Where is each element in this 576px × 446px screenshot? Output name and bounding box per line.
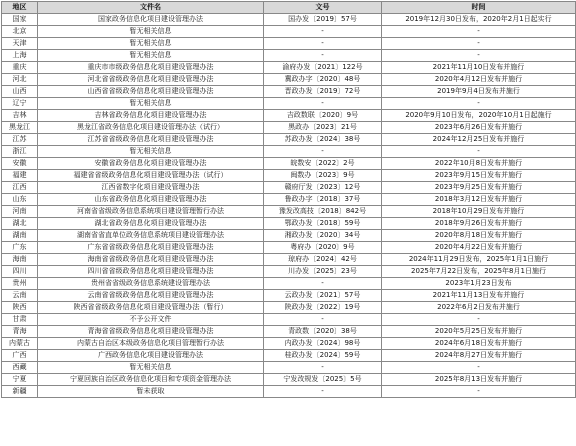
cell-time: 2023年6月26日发布并施行	[382, 122, 576, 134]
table-row	[2, 254, 576, 266]
cell-document-number: 鲁政办字〔2018〕37号	[264, 194, 382, 206]
cell-region: 江西	[2, 182, 38, 194]
cell-document-number: 晋政办发〔2019〕72号	[264, 86, 382, 98]
cell-document-name: 暂无相关信息	[38, 98, 264, 110]
cell-document-number: 琼府办〔2024〕42号	[264, 254, 382, 266]
cell-document-name: 福建省省级政务信息化项目建设管理办法（试行）	[38, 170, 264, 182]
table-row	[2, 338, 576, 350]
cell-region: 黑龙江	[2, 122, 38, 134]
cell-region: 贵州	[2, 278, 38, 290]
cell-document-number: -	[264, 50, 382, 62]
cell-document-name: 云南省省级政务信息化项目建设管理办法	[38, 290, 264, 302]
cell-time: -	[382, 98, 576, 110]
table-row	[2, 350, 576, 362]
table-row	[2, 74, 576, 86]
cell-region: 湖南	[2, 230, 38, 242]
table-row	[2, 110, 576, 122]
cell-region: 内蒙古	[2, 338, 38, 350]
cell-document-number: 豫发改高技〔2018〕842号	[264, 206, 382, 218]
cell-region: 新疆	[2, 386, 38, 398]
cell-document-name: 河南省省级政务信息系统项目建设管理暂行办法	[38, 206, 264, 218]
table-row	[2, 290, 576, 302]
cell-region: 青海	[2, 326, 38, 338]
cell-document-name: 暂无相关信息	[38, 38, 264, 50]
cell-time: 2021年11月10日发布并施行	[382, 62, 576, 74]
cell-document-number: -	[264, 98, 382, 110]
cell-document-number: 桂政办发〔2024〕59号	[264, 350, 382, 362]
cell-document-number: 皖数安〔2022〕2号	[264, 158, 382, 170]
table-row	[2, 86, 576, 98]
cell-region: 福建	[2, 170, 38, 182]
cell-document-number: 吉政数联〔2020〕9号	[264, 110, 382, 122]
cell-time: 2024年6月18日发布并施行	[382, 338, 576, 350]
cell-document-name: 暂无相关信息	[38, 362, 264, 374]
cell-document-name: 国家政务信息化项目建设管理办法	[38, 14, 264, 26]
table-row	[2, 266, 576, 278]
cell-document-name: 四川省省级政务信息化项目建设管理办法	[38, 266, 264, 278]
cell-region: 国家	[2, 14, 38, 26]
cell-time: 2020年5月25日发布并施行	[382, 326, 576, 338]
cell-time: 2018年10月29日发布并施行	[382, 206, 576, 218]
cell-time: 2018年3月12日发布并施行	[382, 194, 576, 206]
cell-document-name: 江苏省省级政务信息化项目建设管理办法	[38, 134, 264, 146]
table-row	[2, 314, 576, 326]
cell-document-number: 赣府厅发〔2023〕12号	[264, 182, 382, 194]
table-row	[2, 326, 576, 338]
cell-document-name: 黑龙江省政务信息化项目建设管理办法（试行）	[38, 122, 264, 134]
cell-region: 北京	[2, 26, 38, 38]
table-row	[2, 50, 576, 62]
table-row	[2, 374, 576, 386]
cell-time: -	[382, 38, 576, 50]
cell-document-number: 闽数办〔2023〕9号	[264, 170, 382, 182]
cell-document-number: 湘政办发〔2020〕34号	[264, 230, 382, 242]
cell-region: 四川	[2, 266, 38, 278]
cell-time: 2020年4月12日发布并施行	[382, 74, 576, 86]
cell-region: 西藏	[2, 362, 38, 374]
cell-time: 2023年9月15日发布并施行	[382, 170, 576, 182]
cell-document-name: 山西省省级政务信息化项目建设管理办法	[38, 86, 264, 98]
cell-document-name: 青海省省级政务信息化项目建设管理办法	[38, 326, 264, 338]
cell-document-name: 吉林省政务信息化项目建设管理办法	[38, 110, 264, 122]
cell-time: 2023年9月25日发布并施行	[382, 182, 576, 194]
cell-time: -	[382, 146, 576, 158]
table-row	[2, 134, 576, 146]
cell-document-name: 陕西省省级政务信息化项目建设管理办法（暂行）	[38, 302, 264, 314]
cell-region: 云南	[2, 290, 38, 302]
cell-region: 山东	[2, 194, 38, 206]
table-row	[2, 182, 576, 194]
table-row	[2, 362, 576, 374]
cell-document-number: -	[264, 362, 382, 374]
cell-region: 河南	[2, 206, 38, 218]
cell-document-number: 国办发〔2019〕57号	[264, 14, 382, 26]
table-row	[2, 230, 576, 242]
cell-region: 浙江	[2, 146, 38, 158]
cell-document-number: 冀政办字〔2020〕48号	[264, 74, 382, 86]
cell-region: 甘肃	[2, 314, 38, 326]
header-time: 时间	[382, 2, 576, 14]
cell-region: 湖北	[2, 218, 38, 230]
cell-region: 上海	[2, 50, 38, 62]
cell-document-name: 安徽省政务信息化项目建设管理办法	[38, 158, 264, 170]
table-row	[2, 194, 576, 206]
cell-document-name: 广西政务信息化项目建设管理办法	[38, 350, 264, 362]
table-row	[2, 62, 576, 74]
cell-time: 2022年10月8日发布并施行	[382, 158, 576, 170]
cell-document-name: 宁夏回族自治区政务信息化项目和专项资金管理办法	[38, 374, 264, 386]
cell-time: -	[382, 50, 576, 62]
table-row	[2, 38, 576, 50]
cell-document-number: -	[264, 314, 382, 326]
cell-document-name: 湖北省政务信息化项目建设管理办法	[38, 218, 264, 230]
cell-time: -	[382, 26, 576, 38]
cell-document-name: 湖南省省直单位政务信息系统项目建设管理办法	[38, 230, 264, 242]
cell-document-name: 重庆市市级政务信息化项目建设管理办法	[38, 62, 264, 74]
cell-region: 宁夏	[2, 374, 38, 386]
cell-document-name: 不予公开文件	[38, 314, 264, 326]
cell-document-name: 海南省省级政务信息化项目建设管理办法	[38, 254, 264, 266]
cell-region: 广西	[2, 350, 38, 362]
cell-time: 2022年6月2日发布并施行	[382, 302, 576, 314]
table-row	[2, 218, 576, 230]
cell-region: 天津	[2, 38, 38, 50]
cell-region: 吉林	[2, 110, 38, 122]
cell-document-name: 广东省省级政务信息化项目建设管理办法	[38, 242, 264, 254]
cell-document-name: 暂无相关信息	[38, 50, 264, 62]
cell-document-name: 暂无相关信息	[38, 146, 264, 158]
cell-region: 海南	[2, 254, 38, 266]
table-row	[2, 26, 576, 38]
table-row	[2, 278, 576, 290]
cell-document-number: 渝府办发〔2021〕122号	[264, 62, 382, 74]
cell-time: 2025年7月22日发布，2025年8月1日施行	[382, 266, 576, 278]
table-row	[2, 14, 576, 26]
header-document-number: 文号	[264, 2, 382, 14]
cell-region: 陕西	[2, 302, 38, 314]
table-row	[2, 146, 576, 158]
cell-region: 广东	[2, 242, 38, 254]
cell-time: 2020年4月22日发布并施行	[382, 242, 576, 254]
cell-document-name: 山东省政务信息化项目建设管理办法	[38, 194, 264, 206]
cell-document-number: 宁发改规发〔2025〕5号	[264, 374, 382, 386]
cell-time: -	[382, 386, 576, 398]
cell-time: 2018年9月26日发布并施行	[382, 218, 576, 230]
cell-document-number: 粤府办〔2020〕9号	[264, 242, 382, 254]
cell-time: -	[382, 362, 576, 374]
cell-document-name: 江西省数字化项目建设管理办法	[38, 182, 264, 194]
cell-document-number: 青政数〔2020〕38号	[264, 326, 382, 338]
policy-table	[1, 1, 576, 398]
cell-region: 山西	[2, 86, 38, 98]
cell-document-number: 黑政办〔2023〕21号	[264, 122, 382, 134]
header-region: 地区	[2, 2, 38, 14]
cell-time: 2020年9月10日发布，2020年10月1日起施行	[382, 110, 576, 122]
cell-time: -	[382, 314, 576, 326]
cell-document-name: 贵州省省级政务信息系统建设管理办法	[38, 278, 264, 290]
cell-document-name: 暂无相关信息	[38, 26, 264, 38]
cell-time: 2019年12月30日发布，2020年2月1日起实行	[382, 14, 576, 26]
header-document-name: 文件名	[38, 2, 264, 14]
cell-time: 2023年1月23日发布	[382, 278, 576, 290]
cell-document-name: 暂未获取	[38, 386, 264, 398]
cell-document-number: 鄂政办发〔2018〕59号	[264, 218, 382, 230]
cell-time: 2019年9月4日发布并施行	[382, 86, 576, 98]
cell-time: 2025年8月13日发布并施行	[382, 374, 576, 386]
cell-document-name: 河北省省级政务信息化项目建设管理办法	[38, 74, 264, 86]
cell-document-number: 云政办发〔2021〕57号	[264, 290, 382, 302]
cell-time: 2024年11月29日发布，2025年1月1日施行	[382, 254, 576, 266]
cell-document-number: 内政办发〔2024〕98号	[264, 338, 382, 350]
cell-document-number: -	[264, 38, 382, 50]
table-row	[2, 170, 576, 182]
cell-region: 江苏	[2, 134, 38, 146]
table-row	[2, 386, 576, 398]
cell-document-number: 川办发〔2025〕23号	[264, 266, 382, 278]
cell-time: 2020年8月18日发布并施行	[382, 230, 576, 242]
table-row	[2, 242, 576, 254]
cell-document-number: -	[264, 146, 382, 158]
cell-region: 辽宁	[2, 98, 38, 110]
cell-document-number: -	[264, 26, 382, 38]
cell-region: 河北	[2, 74, 38, 86]
cell-region: 重庆	[2, 62, 38, 74]
cell-document-number: -	[264, 278, 382, 290]
cell-document-number: 陕政办发〔2022〕19号	[264, 302, 382, 314]
cell-document-number: 苏政办发〔2024〕38号	[264, 134, 382, 146]
table-row	[2, 122, 576, 134]
cell-region: 安徽	[2, 158, 38, 170]
table-header-row	[2, 2, 576, 14]
table-row	[2, 302, 576, 314]
table-row	[2, 158, 576, 170]
cell-time: 2024年12月25日发布并施行	[382, 134, 576, 146]
cell-time: 2024年8月27日发布并施行	[382, 350, 576, 362]
table-row	[2, 206, 576, 218]
table-row	[2, 98, 576, 110]
cell-document-name: 内蒙古自治区本级政务信息化项目管理暂行办法	[38, 338, 264, 350]
cell-document-number: -	[264, 386, 382, 398]
cell-time: 2021年11月13日发布并施行	[382, 290, 576, 302]
